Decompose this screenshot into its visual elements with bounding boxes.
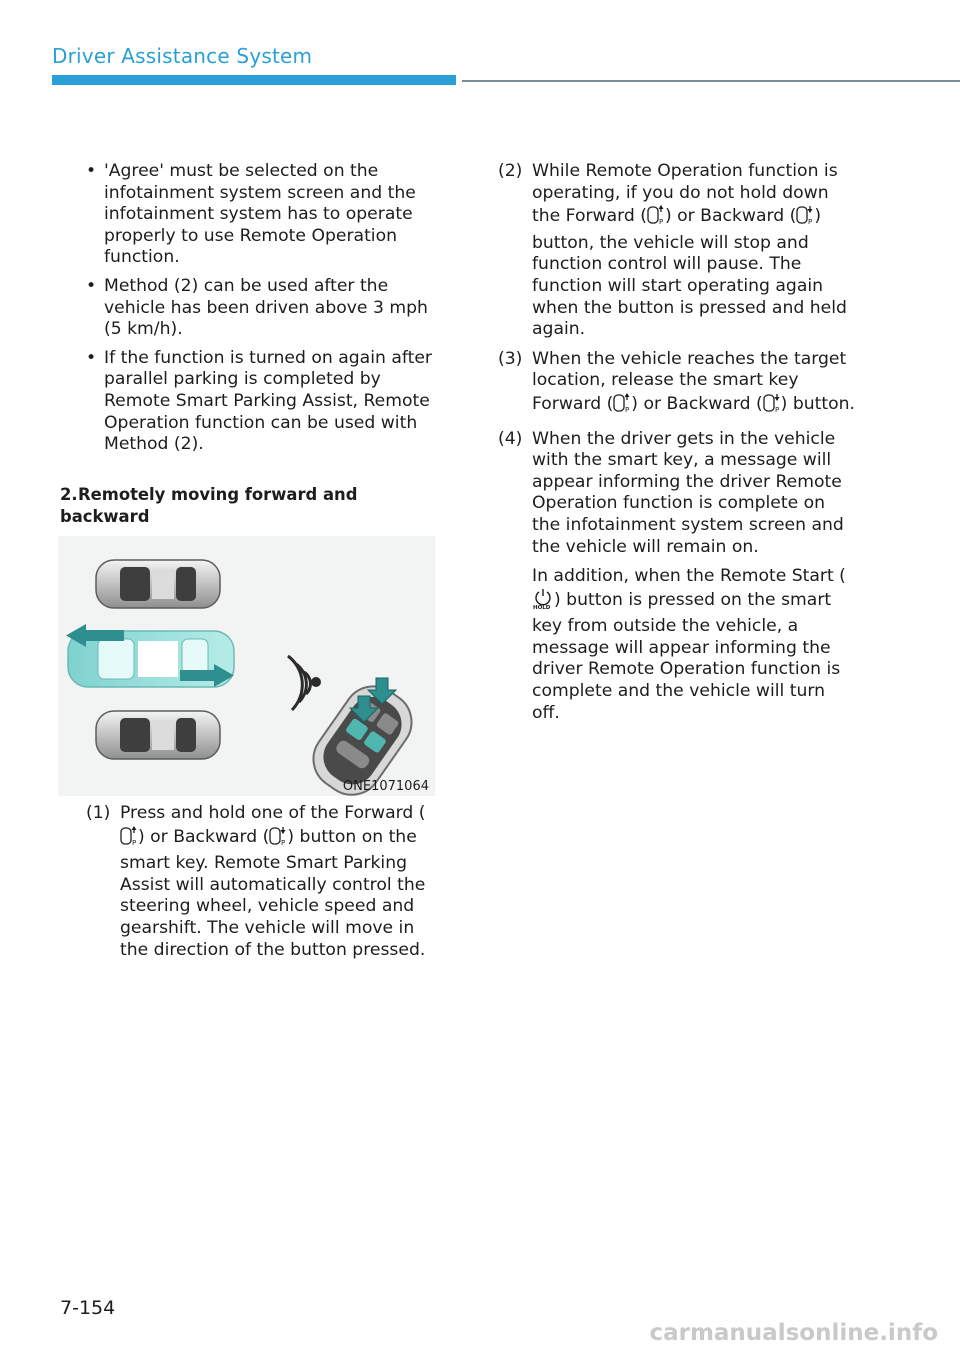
step-text: ) button, the vehicle will stop and function control will pause. The function will start operating again when the button is pressed and held again. — [532, 206, 847, 340]
header-rule — [462, 80, 960, 82]
step-text: ) button. — [780, 393, 855, 414]
backward-button-icon — [796, 204, 814, 233]
step-2 — [498, 161, 858, 341]
icon-label: P — [281, 838, 286, 847]
smart-key-illustration — [302, 675, 424, 796]
step-text: When the vehicle reaches the target location, release the smart key Forward ( — [532, 348, 847, 414]
bullet-marker: • — [86, 347, 97, 368]
step-text: In addition, when the Remote Start ( — [532, 566, 846, 587]
step-text: When the driver gets in the vehicle with the smart key, a message will appear informing the driver Remote Operation function is complete on the infotainment system screen and the vehicle will remain on. — [532, 428, 844, 557]
step-number: (4) — [498, 428, 523, 449]
icon-label: P — [658, 218, 664, 227]
watermark: carmanualsonline.info — [649, 1320, 938, 1346]
header-accent-bar — [52, 75, 456, 85]
section-number: 2. — [60, 485, 78, 504]
step-text: ) or Backward ( — [631, 393, 763, 414]
step-text: While Remote Operation function is operating, if you do not hold down the Forward ( — [532, 161, 838, 227]
step-1 — [86, 803, 438, 961]
page-number: 7-154 — [60, 1297, 116, 1319]
step-4 — [498, 429, 858, 725]
bullet-item — [86, 161, 438, 269]
step-number: (2) — [498, 161, 523, 181]
remote-start-icon — [532, 588, 554, 617]
step-number: (3) — [498, 348, 523, 369]
bullet-text: 'Agree' must be selected on the infotainment system screen and the infotainment system has to operate properly to use Remote Operation function. — [104, 161, 416, 268]
step-text: ) or Backward ( — [664, 206, 797, 227]
icon-label: HOLD — [533, 604, 551, 610]
section-heading — [60, 484, 440, 527]
backward-button-icon — [269, 825, 287, 854]
right-step-list — [498, 161, 858, 732]
bullet-text: Method (2) can be used after the vehicle has been driven above 3 mph (5 km/h). — [104, 275, 428, 340]
step-number: (1) — [86, 803, 111, 823]
step-3 — [498, 349, 858, 421]
running-header: Driver Assistance System — [52, 44, 313, 68]
bullet-text: If the function is turned on again after parallel parking is completed by Remote Smart Parking Assist, Remote Operation function can be used with Method (2). — [104, 347, 432, 455]
forward-button-icon — [647, 204, 665, 233]
bullet-item — [86, 348, 438, 456]
left-step-list — [86, 803, 438, 969]
step-text: Press and hold one of the Forward ( — [120, 803, 426, 823]
left-bullet-list — [86, 161, 438, 463]
forward-button-icon — [613, 392, 631, 421]
wireless-signal-icon — [288, 656, 321, 710]
icon-label: P — [132, 838, 137, 847]
remote-parking-illustration — [58, 536, 435, 796]
section-title: Remotely moving forward and backward — [60, 485, 358, 526]
backward-button-icon — [763, 392, 781, 421]
forward-button-icon — [120, 825, 138, 854]
bullet-marker: • — [86, 275, 97, 296]
icon-label: P — [774, 405, 779, 414]
step-text: ) or Backward ( — [138, 826, 270, 847]
icon-label: P — [808, 218, 813, 227]
step-text: ) button on the smart key. Remote Smart Parking Assist will automatically control the steering wheel, vehicle speed and gearshift. The vehicle will move in the direction of the button pressed. — [120, 826, 426, 960]
bullet-item — [86, 276, 438, 341]
bullet-marker: • — [86, 161, 97, 181]
step-4-paragraph — [532, 566, 858, 724]
icon-label: P — [625, 405, 630, 414]
figure-code: ONE1071064 — [342, 779, 429, 794]
figure-remote-parking — [58, 536, 435, 796]
step-text: ) button is pressed on the smart key from outside the vehicle, a message will appear informing the driver Remote Operation function is complete and the vehicle will turn off. — [532, 589, 841, 723]
parked-car-top — [96, 560, 220, 608]
parked-car-bottom — [96, 711, 220, 759]
